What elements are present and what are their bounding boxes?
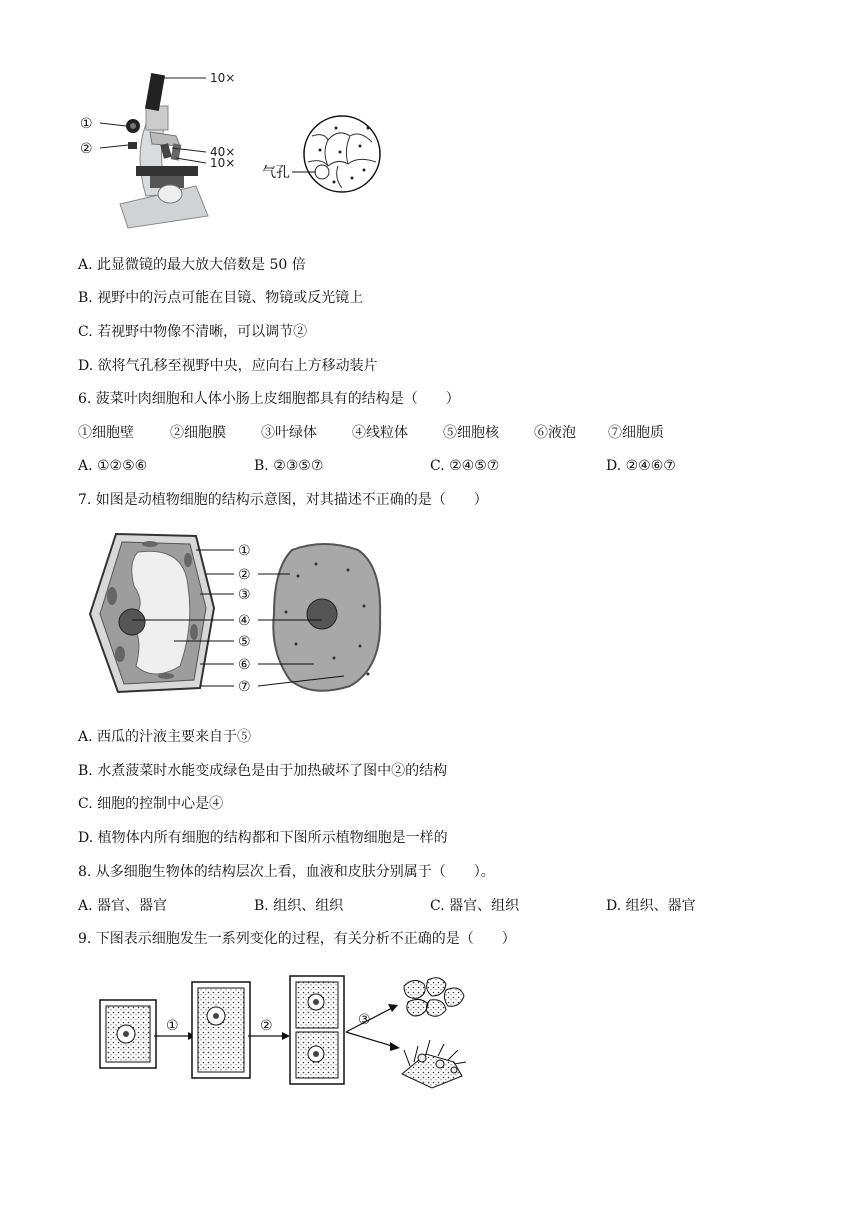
q8-option-a: A. 器官、器官 — [78, 898, 168, 914]
cell-label-7: ⑦ — [238, 679, 251, 695]
q6-item: ②细胞膜 — [170, 425, 226, 441]
q6-item: ③叶绿体 — [261, 425, 317, 441]
q8-option-b: B. 组织、组织 — [254, 898, 344, 914]
q6-item: ⑥液泡 — [534, 425, 576, 441]
q6-item: ①细胞壁 — [78, 425, 134, 441]
step-2-label: ② — [260, 1018, 273, 1034]
stomata-field-of-view — [262, 116, 380, 192]
q6-item: ⑦细胞质 — [608, 425, 664, 441]
animal-cell — [273, 544, 380, 691]
q6-option-c: C. ②④⑤⑦ — [430, 458, 500, 474]
q5-option-c: C. 若视野中物像不清晰，可以调节② — [78, 324, 308, 340]
q9-stem: 9. 下图表示细胞发生一系列变化的过程，有关分析不正确的是（ ） — [78, 931, 516, 947]
q7-option-b: B. 水煮菠菜时水能变成绿色是由于加热破坏了图中②的结构 — [78, 763, 448, 779]
q6-item: ⑤细胞核 — [443, 425, 499, 441]
q7-option-d: D. 植物体内所有细胞的结构都和下图所示植物细胞是一样的 — [78, 830, 448, 846]
q5-option-b: B. 视野中的污点可能在目镜、物镜或反光镜上 — [78, 290, 364, 306]
cell-label-3: ③ — [238, 587, 251, 603]
microscope-marker-1: ① — [80, 116, 93, 132]
q6-option-d: D. ②④⑥⑦ — [606, 458, 676, 474]
microscope-marker-2: ② — [80, 141, 93, 157]
cell-label-6: ⑥ — [238, 657, 251, 673]
q8-stem: 8. 从多细胞生物体的结构层次上看，血液和皮肤分别属于（ ）。 — [78, 864, 495, 880]
cell-label-5: ⑤ — [238, 634, 251, 650]
q8-option-c: C. 器官、组织 — [430, 898, 520, 914]
q7-option-a: A. 西瓜的汁液主要来自于⑤ — [78, 729, 252, 745]
objective-high-label: 40× — [210, 145, 236, 159]
q6-stem: 6. 菠菜叶肉细胞和人体小肠上皮细胞都具有的结构是（ ） — [78, 391, 460, 407]
cell-diagram — [84, 526, 394, 702]
q6-option-b: B. ②③⑤⑦ — [254, 458, 324, 474]
q6-option-a: A. ①②⑤⑥ — [78, 458, 148, 474]
q5-option-d: D. 欲将气孔移至视野中央，应向右上方移动装片 — [78, 358, 378, 374]
step-3-label: ③ — [358, 1012, 371, 1028]
objective-low-label: 10× — [210, 156, 236, 170]
stomata-label: 气孔 — [262, 165, 290, 181]
cell-label-2: ② — [238, 567, 251, 583]
q6-item: ④线粒体 — [352, 425, 408, 441]
q5-option-a: A. 此显微镜的最大放大倍数是 50 倍 — [78, 257, 306, 273]
microscope-figure — [76, 66, 406, 236]
cell-label-1: ① — [238, 543, 251, 559]
cell-division-figure — [92, 966, 476, 1092]
q8-option-d: D. 组织、器官 — [606, 898, 696, 914]
q7-option-c: C. 细胞的控制中心是④ — [78, 796, 224, 812]
eyepiece-label: 10× — [210, 71, 236, 85]
q7-stem: 7. 如图是动植物细胞的结构示意图，对其描述不正确的是（ ） — [78, 492, 488, 508]
cell-label-4: ④ — [238, 613, 251, 629]
step-1-label: ① — [166, 1018, 179, 1034]
plant-cell — [90, 534, 214, 692]
